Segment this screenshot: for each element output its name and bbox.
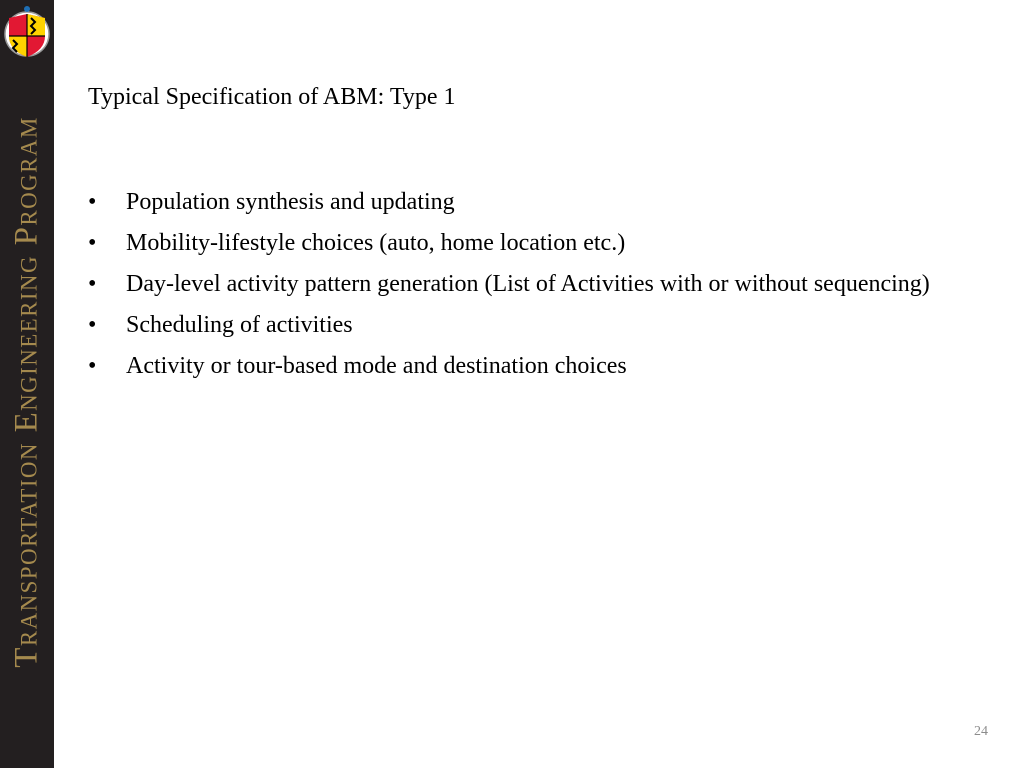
list-item-text: Scheduling of activities <box>126 312 353 338</box>
program-name: Transportation Engineering Program <box>8 116 45 668</box>
bullet-icon: • <box>88 230 97 256</box>
bullet-icon: • <box>88 312 97 338</box>
page-number: 24 <box>974 724 988 739</box>
list-item <box>88 226 968 260</box>
list-item-text: Activity or tour-based mode and destination choices <box>126 353 627 379</box>
bullet-icon: • <box>88 353 97 379</box>
list-item <box>88 308 968 342</box>
sidebar <box>0 0 54 768</box>
bullet-icon: • <box>88 271 97 297</box>
list-item-text: Day-level activity pattern generation (List of Activities with or without sequencing) <box>126 271 930 297</box>
list-item <box>88 267 968 301</box>
list-item <box>88 185 968 219</box>
slide-title: Typical Specification of ABM: Type 1 <box>88 84 456 110</box>
university-shield-icon <box>3 3 51 61</box>
bullet-icon: • <box>88 189 97 215</box>
list-item-text: Population synthesis and updating <box>126 189 455 215</box>
list-item-text: Mobility-lifestyle choices (auto, home location etc.) <box>126 230 626 256</box>
bullet-list <box>88 185 968 390</box>
list-item <box>88 349 968 383</box>
